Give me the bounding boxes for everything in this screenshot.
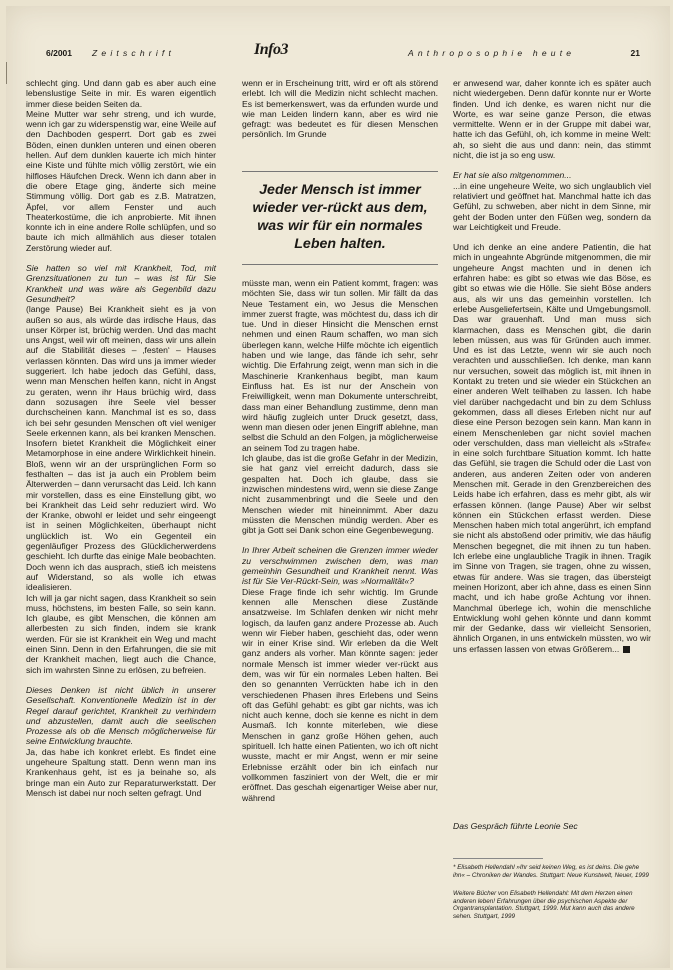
paragraph: Ja, das habe ich konkret erlebt. Es findet eine ungeheure Spaltung statt. Denn wenn man ins Krankenhaus geht, ist es ja beinahe so, als bringe man ein Auto zur Reparaturwerkstatt. Der Mensch ist dabei nur noch selten gefragt. Und — [26, 746, 216, 798]
pull-quote: Jeder Mensch ist immer wieder ver-rückt aus dem, was wir für ein normales Leben halten. — [252, 182, 428, 252]
paragraph: Und ich denke an eine andere Patientin, die hat mich in ungeahnte Abgründe mitgenommen, die mir ungeheure Angst machten und in denen ich erfahren habe: es gibt so etwas wie das Böse, es gibt so etwas wie die Hölle. Sie sieht Böse anders aus, als wir uns das gemeinhin vorstellen. Ich erlebe Ausgeliefertsein, Kälte und Umgebungsmoll. Das war grauenhaft. Und man muss sich klarmachen, dass es Menschen gibt, die darin leben müssen, aus was für Gründen auch immer. Und es ist das Letzte, wenn wir sie auch noch verachten und ausschließen. Ich denke, man kann nur versuchen, soweit das möglich ist, mit ihnen in Kontakt zu treten und sie wieder ein Stückchen an einer anderen Welt teilhaben zu lassen. Ich habe viel darüber nachgedacht und bin zu dem Schluss gekommen, dass all dieses Erleben nicht nur auf diese eine Person bezogen sein kann. Man kann in einem Menschenleben gar nicht soviel machen oder verschulden, dass man vielleicht als »Strafe« in eine solch furchtbare Situation kommt. Ich hatte das Gefühl, sie tragen die Schuld oder die Last von anderen, aus anderen Zeiten oder von anderen Menschen mit. Gerade in den Grenzbereichen des Leids habe ich erfahren, dass es mehr gibt, als wir erfassen können. (lange Pause) Aber wir selbst können ein Stückchen erfasst werden. Diese Menschen haben mich total angerührt, ich empfand sie nicht als abstoßend oder primitiv, wie das häufig Menschen begegnet, die mit ihnen zu tun haben. Ich erlebe eine unglaubliche Tragik in ihnen. Tragik im Sinne von Tragen, sie tragen, ohne zu wissen, etwas für andere. Was sie tragen, das übersteigt meinen Horizont, aber ich ahne, dass es einen Sinn macht, und ich habe große Achtung vor ihnen. Manchmal überlege ich, wohin die menschliche Entwicklung wohl gehen könnte und dann kommt mir der Gedanke, dass wir vielleicht Sensorien, ähnlich Organen, in uns entwickeln müssten, wo wir uns erfassen lassen von etwas Größerem... — [453, 242, 651, 654]
text-column-3 — [453, 78, 651, 654]
footnote: * Elisabeth Hellendahl »Ihr seid keinen Weg, es ist deins. Die gehe ihn« – Chroniken der Wandes. Stuttgart: Neue Kunstwelt, Neuer, 1999 — [453, 864, 649, 879]
footnote-divider — [453, 858, 543, 859]
page-fold-mark — [6, 62, 14, 84]
paragraph: ...in eine ungeheure Weite, wo sich unglaublich viel relativiert und geöffnet hat. Manchmal hatte ich das Gefühl, zu schweben, aber nicht in dem Sinne, mir geht der Boden unter den Füßen weg, sondern da war Leichtigkeit und Freude. — [453, 180, 651, 232]
footnote: Weitere Bücher von Elisabeth Hellendahl: Mit dem Herzen einen anderen leben! Erfahrungen über die psychischen Aspekte der Organtransplantation. Stuttgart, 1999. Mut kann auch das andere sehen. Stuttgart, 1999 — [453, 890, 635, 920]
magazine-page — [6, 6, 670, 968]
paragraph: Ich will ja gar nicht sagen, dass Krankheit so sein muss, höchstens, im besten Falle, so sein kann. Ich glaube, es gibt Menschen, die können am allerbesten zu sich finden, indem sie krank werden. Für sie ist Krankheit ein Weg und macht einen Sinn. Denn in den Erfahrungen, die sie mit der Krankheit machen, liegt auch die Chance, sich im wahrsten Sinne zu erlösen, zu befreien. — [26, 592, 216, 675]
paragraph: müsste man, wenn ein Patient kommt, fragen: was möchten Sie, dass wir tun sollen. Mir fällt da das Neue Testament ein, wo Jesus die Menschen immer zuerst fragte, was möchtest du, dass ich dir tue. Und in dieser Hinsicht die Menschen ernst nehmen und einen Raum schaffen, wo man sich überlegen kann, welche Hilfe möchte ich eigentlich haben und wie lange, das fände ich sehr, sehr wichtig. Die Erfahrung zeigt, wenn man sich in die Maschinerie Krankenhaus begibt, man kaum Einfluss hat. Es ist nur der Anschein von Freiwilligkeit, wenn man Dokumente unterschreibt, dass man einer Behandlung zustimme, denn man wird häufig zugleich unter Druck gesetzt, dass, wenn man diesen oder jenen Eingriff ablehne, man selbst die Schuld an den Folgen, ja möglicherweise an seinem Tod zu tragen habe. — [242, 278, 438, 453]
issue-number: 6/2001 — [46, 48, 72, 58]
magazine-label-right: Anthroposophie heute — [408, 48, 576, 58]
paragraph: schlecht ging. Und dann gab es aber auch eine lebenslustige Seite in mir. Es waren eigentlich immer diese beiden Seiten da. — [26, 78, 216, 109]
paragraph: Ich glaube, das ist die große Gefahr in der Medizin, sie hat ganz viel erreicht dadurch, dass sie gespalten hat. Doch ich glaube, dass sie inzwischen mindestens wird, wenn sie diese Zange nicht zusammenbringt und die Seele und den Menschen wieder mit hineinnimmt. Aber dazu müssten die Menschen mündig werden. Aber es gibt ja Gott sei Dank schon eine Gegenbewegung. — [242, 453, 438, 536]
interview-question: Er hat sie also mitgenommen... — [453, 170, 572, 181]
paragraph: er anwesend war, daher konnte ich es später auch nicht wiedergeben. Denn dafür konnte nur er Worte finden. Und ich denke, es waren nicht nur die Worte, es war seine ganze Person, die etwas vermittelte. Wenn er in der Gruppe mit dabei war, hatte ich das Gefühl, oh, ich komme in meine Welt: ah, so sieht die aus und dann: nein, das stimmt nicht, die ist ja so eng usw. — [453, 78, 651, 161]
page-number: 21 — [630, 48, 640, 58]
text-column-1 — [26, 78, 216, 798]
paragraph: wenn er in Erscheinung tritt, wird er oft als störend erlebt. Ich will die Medizin nicht schlecht machen. Es ist bemerkenswert, was da erfunden wurde und wie man Leiden lindern kann, aber es wird nie gefragt: was bedeutet es für diesen Menschen persönlich. Im Grunde — [242, 78, 438, 140]
magazine-label-left: Zeitschrift — [92, 48, 176, 58]
magazine-logo: Info3 — [254, 41, 288, 58]
end-mark-icon — [623, 646, 630, 653]
interview-question: Dieses Denken ist nicht üblich in unserer Gesellschaft. Konventionelle Medizin ist in der Regel darauf gerichtet, Krankheit zu verhindern und abzustellen, damit auch die seelischen Prozesse als ob die Mensch möglicherweise für seine Entwicklung brauchte. — [26, 684, 216, 747]
pull-quote-rule-bottom — [242, 264, 438, 265]
text-column-2 — [242, 278, 438, 803]
interview-question: In Ihrer Arbeit scheinen die Grenzen immer wieder zu verschwimmen zwischen dem, was man gemeinhin Gesundheit und Krankheit nennt. Was ist für Sie Ver-Rückt-Sein, was »Normalität«? — [242, 545, 438, 587]
paragraph: Meine Mutter war sehr streng, und ich wurde, wenn ich gar zu widerspenstig war, eine Weile auf den Dachboden gesperrt. Dort gab es zwei Böden, einen dunklen unteren und einen oberen hellen. Auf dem dunklen kauerte ich mich hinter eine Kiste und fühlte mich völlig zerstört, wie ein hilfloses Häufchen Dreck. Wenn ich dann aber in die obere Etage ging, änderte sich meine Stimmung völlig. Dort gab es z.B. Matratzen, Äpfel, vor allem Fenster und auch Theaterkostüme, die ich anprobierte. Mit ihnen konnte ich in eine andere Rolle schlüpfen, und so baute ich mich allmählich aus dieser totalen Zerstörung wieder auf. — [26, 108, 216, 253]
pull-quote-rule-top — [242, 171, 438, 172]
interviewer-credit: Das Gespräch führte Leonie Sec — [453, 821, 578, 831]
paragraph: (lange Pause) Bei Krankheit sieht es ja von außen so aus, als würde das irdische Haus, das unser Körper ist, brüchig werden. Und das macht uns Angst, weil wir oft meinen, dass wir uns allein auf die Stabilität dieses – ‚festen‘ – Hauses verlassen könnten. Das wird uns ja immer wieder suggeriert. Ich habe jedoch das Gefühl, dass, wenn man Menschen helfen kann, nicht in Angst zu geraten, wenn ihr Haus brüchig wird, dass dann sozusagen ihre Seele viel besser durchscheinen kann. Manchmal ist es so, dass ich bei sehr gesunden Menschen oft viel weniger Seele erkennen kann, als bei kranken Menschen. Insofern bietet Krankheit die Möglichkeit einer Metamorphose in eine andere Wirklichkeit hinein. Bloß, wenn wir an der ursprünglichen Form so festhalten – das ist ja auch ein Problem beim Älterwerden – dann verursacht das Leid. Ich kann mir vorstellen, dass es eine Einstellung gibt, wo bei Krankheit das Leid sehr reduziert wird. Wo der Kranke, obwohl er leidet und sehr eingeengt ist in seinen Möglichkeiten, überhaupt nicht unglücklich ist. Wo ein Gegenteil ein gegenläufiger Prozess des Glücklicherwerdens geschieht. Ich durfte das einige Male beobachten. Doch wenn ich das ausprach, stieß ich meistens auf Widerstand, so als wolle ich etwas idealisieren. — [26, 304, 216, 593]
text-column-2-top — [242, 78, 438, 140]
page-header — [36, 41, 648, 62]
paragraph: Diese Frage finde ich sehr wichtig. Im Grunde kennen alle Menschen diese Zustände ansatzweise. Im Schlafen denken wir nicht mehr logisch, da laufen ganz andere Prozesse ab. Auch wenn wir Fieber haben, geschieht das, oder wenn wir in einer Krise sind. Wir erleben da die Welt ganz anders als vorher. Man könnte sagen: jeder normale Mensch ist immer wieder ver-rückt aus dem, was wir für ein normales Leben halten. Bei den so genannten Verrückten habe ich in den verschiedenen Phasen ihres Erlebens und Seins oft das Gefühl gehabt: es gibt gar nichts, was ich nicht auch kenne, doch sie kenne es nicht in dem Ausmaß. Ich konnte miterleben, wie diese Menschen in ganz große Höhen gehen, auch spirituell. Ich hatte einen Patienten, wo ich oft nicht wusste, macht er mir Angst, wenn er mir seine Erlebnisse erzählt oder bin ich einfach nur vollkommen fasziniert von der Welt, die er mir eröffnet. Das geschah eigenartiger Weise aber nur, während — [242, 586, 438, 803]
interview-question: Sie hatten so viel mit Krankheit, Tod, mit Grenzsituationen zu tun – was ist für Sie Krankheit und was wäre als Gegenbild dazu Gesundheit? — [26, 263, 216, 304]
